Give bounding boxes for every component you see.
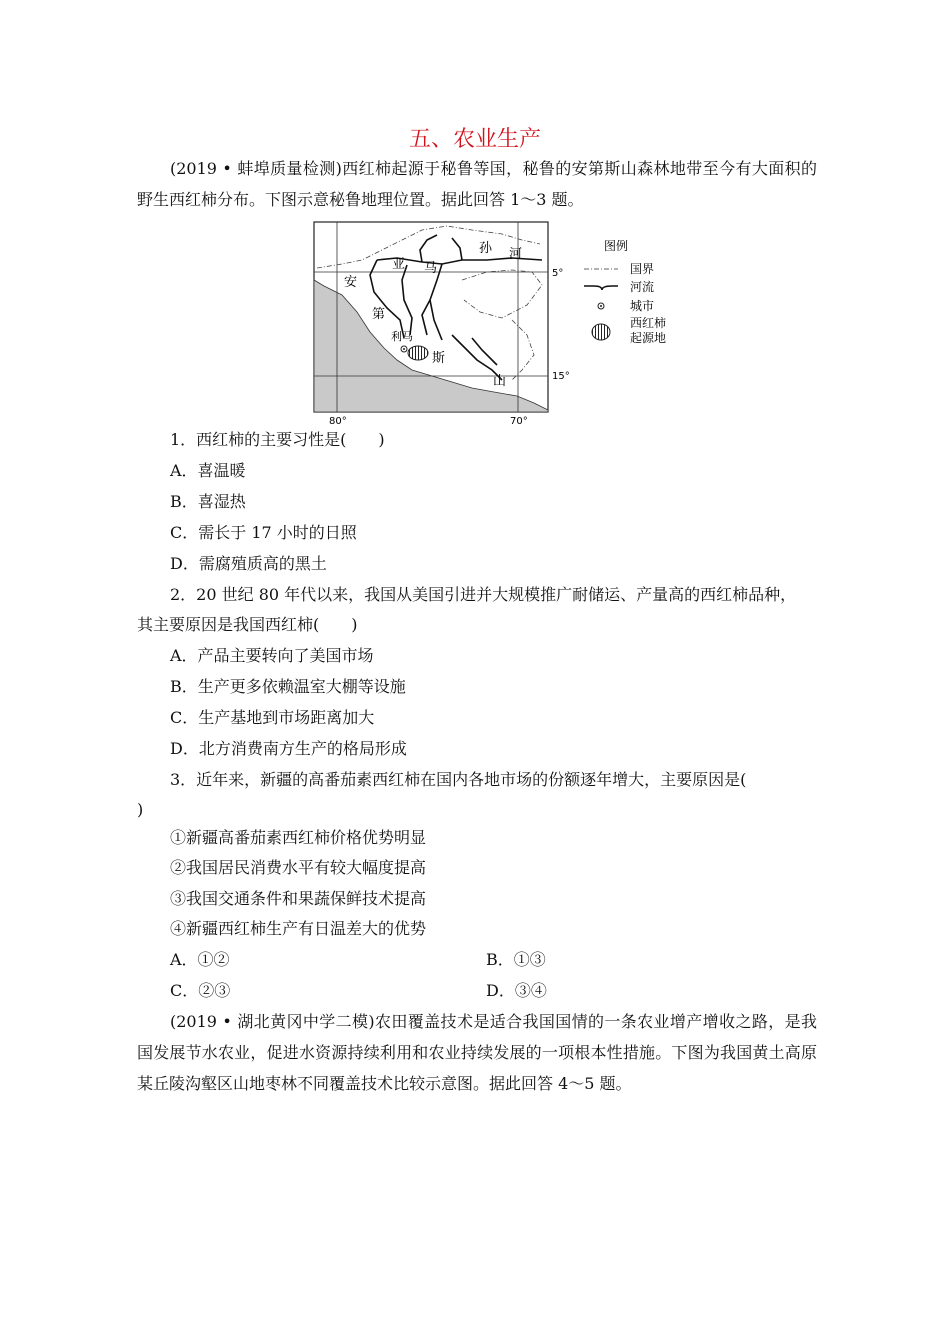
q3-option-b[interactable]: B．①③ — [486, 950, 546, 969]
label-shan: 山 — [493, 374, 507, 389]
q3-stem-line-2: ) — [137, 800, 144, 819]
q2-stem-line-1: 2．20 世纪 80 年代以来，我国从美国引进并大规模推广耐储运、产量高的西红柿品种， — [170, 585, 797, 604]
legend-origin-label-1: 西红柿 — [630, 316, 667, 330]
q3-stem-line-1: 3．近年来，新疆的高番茄素西红柿在国内各地市场的份额逐年增大，主要原因是( — [170, 770, 747, 789]
peru-map — [312, 220, 672, 426]
tick-lat-5: 5° — [552, 268, 564, 279]
q3-item-4: ④新疆西红柿生产有日温差大的优势 — [170, 919, 427, 938]
q2-option-a[interactable]: A．产品主要转向了美国市场 — [170, 646, 374, 665]
q1-option-a[interactable]: A．喜温暖 — [170, 461, 246, 480]
legend-border-label: 国界 — [630, 262, 655, 276]
label-sun: 孙 — [479, 241, 493, 256]
tick-lat-15: 15° — [552, 371, 570, 382]
legend-river-label: 河流 — [630, 280, 655, 294]
q2-option-c[interactable]: C．生产基地到市场距离加大 — [170, 708, 375, 727]
legend-origin-label-2: 起源地 — [630, 331, 667, 345]
label-ya: 亚 — [392, 257, 406, 272]
q1-option-b[interactable]: B．喜湿热 — [170, 492, 246, 511]
q3-item-3: ③我国交通条件和果蔬保鲜技术提高 — [170, 889, 427, 908]
page-title: 五、农业生产 — [408, 127, 541, 152]
q3-option-d[interactable]: D．③④ — [486, 981, 547, 1000]
tomato-origin-area — [408, 346, 428, 360]
legend-origin-symbol — [592, 324, 610, 340]
q1-stem: 1．西红柿的主要习性是( ) — [170, 430, 385, 449]
legend-city-label: 城市 — [630, 299, 655, 313]
map-legend — [584, 238, 666, 345]
label-ma: 马 — [424, 261, 438, 276]
tick-lon-70: 70° — [510, 416, 528, 426]
q3-option-a[interactable]: A．①② — [170, 950, 230, 969]
label-he: 河 — [509, 247, 523, 262]
tick-lon-80: 80° — [329, 416, 347, 426]
q2-option-d[interactable]: D．北方消费南方生产的格局形成 — [170, 739, 407, 758]
legend-river-symbol — [584, 286, 618, 290]
label-an: 安 — [344, 275, 358, 290]
q2-stem-line-2: 其主要原因是我国西红柿( ) — [137, 615, 358, 634]
label-si: 斯 — [432, 351, 446, 366]
legend-title: 图例 — [604, 239, 629, 253]
q3-item-1: ①新疆高番茄素西红柿价格优势明显 — [170, 828, 427, 847]
label-lima: 利马 — [391, 330, 413, 343]
q1-option-c[interactable]: C．需长于 17 小时的日照 — [170, 523, 357, 542]
label-di: 第 — [372, 307, 386, 322]
q3-option-c[interactable]: C．②③ — [170, 981, 231, 1000]
q2-option-b[interactable]: B．生产更多依赖温室大棚等设施 — [170, 677, 406, 696]
intro-paragraph-2: (2019 • 湖北黄冈中学二模)农田覆盖技术是适合我国国情的一条农业增产增收之路，是我国发展节水农业，促进水资源持续利用和农业持续发展的一项根本性措施。下图为我国黄土高原某丘陵沟壑区山地枣林不同覆盖技术比较示意图。据此回答 4～5 题。 — [137, 1012, 817, 1093]
q3-item-2: ②我国居民消费水平有较大幅度提高 — [170, 858, 427, 877]
q1-option-d[interactable]: D．需腐殖质高的黑土 — [170, 554, 327, 573]
intro-paragraph-1: (2019 • 蚌埠质量检测)西红柿起源于秘鲁等国，秘鲁的安第斯山森林地带至今有大面积的野生西红柿分布。下图示意秘鲁地理位置。据此回答 1～3 题。 — [137, 159, 817, 209]
